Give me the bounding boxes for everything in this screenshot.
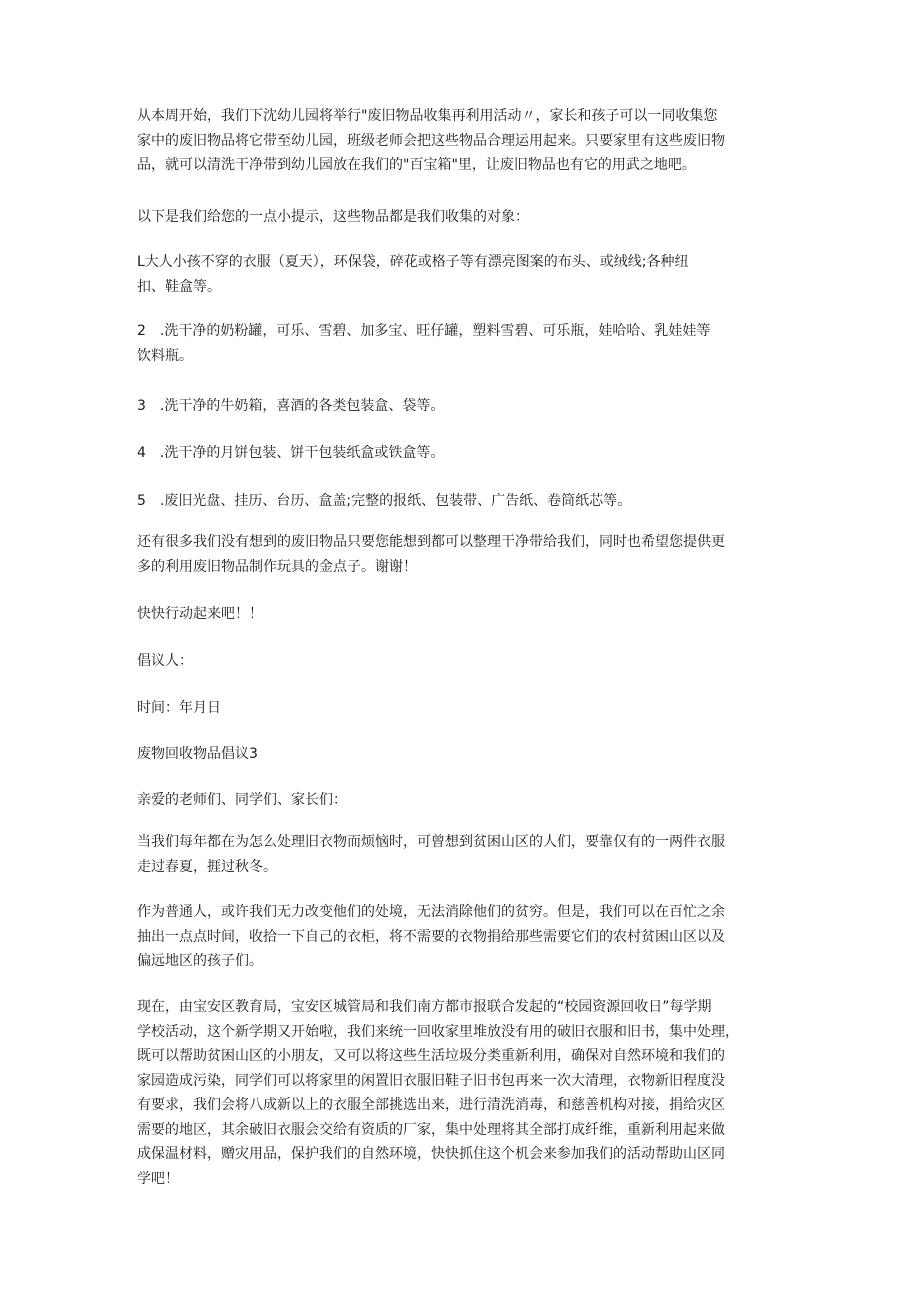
paragraph-old-clothes <box>137 830 725 879</box>
text-line: 饮料瓶。 <box>137 347 193 364</box>
text-line: 还有很多我们没有想到的废旧物品只要您能想到都可以整理干净带给我们，同时也希望您提供更 <box>137 534 725 550</box>
paragraph-campaign <box>137 995 739 1191</box>
text-line: 家园造成污染，同学们可以将家里的闲置旧衣服旧鞋子旧书包再来一次大清理，衣物新旧程度没 <box>137 1072 725 1089</box>
list-item-5 <box>137 489 631 514</box>
text-line: 走过春夏，捱过秋冬。 <box>137 858 277 875</box>
text-line: 家中的废旧物品将它带至幼儿园，班级老师会把这些物品合理运用起来。只要家里有这些废旧物 <box>137 132 725 149</box>
text-line: 抽出一点点时间，收拾一下自己的衣柜，将不需要的衣物捐给那些需要它们的农村贫困山区以及 <box>137 928 725 945</box>
paragraph-tips-heading <box>137 205 529 230</box>
text-line: 当我们每年都在为怎么处理旧衣物而烦恼时，可曾想到贫困山区的人们，要靠仅有的一两件衣服 <box>137 834 725 850</box>
paragraph-intro <box>137 104 725 178</box>
text-line: 倡议人： <box>137 653 193 669</box>
text-line: 多的利用废旧物品制作玩具的金点子。谢谢！ <box>137 558 417 575</box>
text-line: 成保温材料，赠灾用品，保护我们的自然环境，快快抓住这个机会来参加我们的活动帮助山区同 <box>137 1146 725 1162</box>
text-line: 需要的地区，其余破旧衣服会交给有资质的厂家，集中处理将其全部打成纤维，重新利用起来做 <box>137 1121 725 1138</box>
text-line: 时间：年月日 <box>137 700 221 716</box>
date-line <box>137 696 221 721</box>
text-line: 亲爱的老师们、同学们、家长们： <box>137 792 347 808</box>
text-line: 有要求，我们会将八成新以上的衣服全部挑选出来，进行清洗消毒，和慈善机构对接，捐给灾区 <box>137 1097 725 1113</box>
text-line: 3 .洗干净的牛奶箱，喜酒的各类包装盒、袋等。 <box>137 398 445 414</box>
text-line: 作为普通人，或许我们无力改变他们的处境，无法消除他们的贫穷。但是，我们可以在百忙之余 <box>137 904 725 920</box>
text-line: 既可以帮助贫困山区的小朋友，又可以将这些生活垃圾分类重新利用，确保对自然环境和我们的 <box>137 1048 725 1064</box>
salutation <box>137 788 347 813</box>
section-title <box>137 742 258 767</box>
text-line: L大人小孩不穿的衣服（夏天），环保袋，碎花或格子等有漂亮图案的布头、或绒线;各种纽 <box>137 254 689 270</box>
text-line: 从本周开始，我们下沈幼儿园将举行"废旧物品收集再利用活动〃，家长和孩子可以一同收集您 <box>137 108 718 124</box>
text-line: 学校活动，这个新学期又开始啦，我们来统一回收家里堆放没有用的破旧衣服和旧书，集中处理， <box>137 1023 739 1040</box>
text-line: 以下是我们给您的一点小提示，这些物品都是我们收集的对象： <box>137 209 529 225</box>
paragraph-more-items <box>137 530 725 579</box>
text-line: 快快行动起来吧！！ <box>137 606 263 622</box>
list-item-4 <box>137 441 444 466</box>
list-item-3 <box>137 394 444 419</box>
text-line: 4 .洗干净的月饼包装、饼干包装纸盒或铁盒等。 <box>137 445 445 461</box>
paragraph-call-to-action <box>137 602 263 627</box>
text-line: 偏远地区的孩子们。 <box>137 953 263 969</box>
paragraph-ordinary-people <box>137 900 725 974</box>
text-line: 2 .洗干净的奶粉罐，可乐、雪碧、加多宝、旺仔罐，塑料雪碧、可乐瓶，娃哈哈、乳娃娃等 <box>137 323 711 339</box>
text-line: 现在，由宝安区教育局，宝安区城管局和我们南方都市报联合发起的“校园资源回收日”每学期 <box>137 999 712 1015</box>
text-line: 品，就可以清洗干净带到幼儿园放在我们的"百宝箱"里，让废旧物品也有它的用武之地吧。 <box>137 157 696 173</box>
text-line: 学吧！ <box>137 1170 179 1187</box>
text-line: 5 .废旧光盘、挂历、台历、盒盖;完整的报纸、包装带、广告纸、卷筒纸芯等。 <box>137 493 632 509</box>
list-item-2 <box>137 319 710 368</box>
text-line: 废物回收物品倡议3 <box>137 746 258 762</box>
list-item-1 <box>137 250 689 299</box>
text-line: 扣、鞋盒等。 <box>137 278 221 295</box>
initiator-line <box>137 649 193 674</box>
